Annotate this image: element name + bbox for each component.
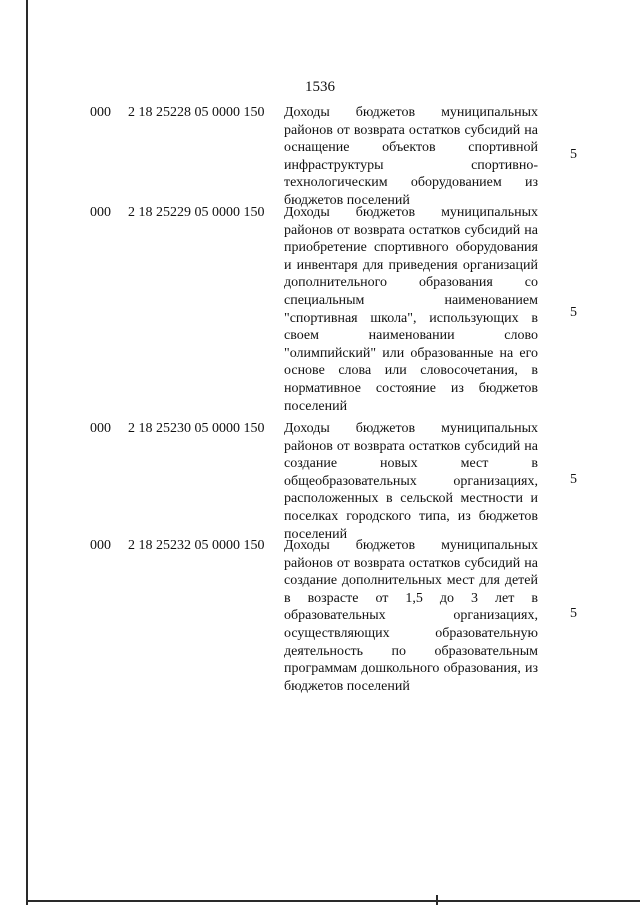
page-bottom-border [26, 900, 640, 902]
admin-code: 000 [90, 205, 111, 220]
income-description: Доходы бюджетов муниципальных районов от возврата остатков субсидий на создание дополнительных мест для детей в возрасте от 1,5 до 3 лет в образовательных организациях, осуществляющих образовательную деятельность по образовательным программам дошкольного образования, из бюджетов поселений [284, 538, 538, 694]
income-description: Доходы бюджетов муниципальных районов от возврата остатков субсидий на приобретение спортивного оборудования и инвентаря для приведения организаций дополнительного образования со специальным наименованием "спортивная школа", использующих в своем наименовании слово "олимпийский" или образованные на его основе слова или словосочетания, в нормативное состояние из бюджетов поселений [284, 205, 538, 414]
page-left-border [26, 0, 28, 905]
budget-classification-code: 2 18 25229 05 0000 150 [128, 205, 265, 220]
page-number: 1536 [305, 79, 335, 95]
admin-code: 000 [90, 105, 111, 120]
income-description: Доходы бюджетов муниципальных районов от возврата остатков субсидий на создание новых мест в общеобразовательных организациях, расположенных в сельской местности и поселках городского типа, из бюджетов поселений [284, 421, 538, 542]
budget-classification-code: 2 18 25228 05 0000 150 [128, 105, 265, 120]
allocation-norm: 5 [570, 305, 577, 320]
income-description: Доходы бюджетов муниципальных районов от возврата остатков субсидий на оснащение объектов спортивной инфраструктуры спортивно-технологическим оборудованием из бюджетов поселений [284, 105, 538, 208]
admin-code: 000 [90, 538, 111, 553]
allocation-norm: 5 [570, 472, 577, 487]
budget-classification-code: 2 18 25230 05 0000 150 [128, 421, 265, 436]
budget-classification-code: 2 18 25232 05 0000 150 [128, 538, 265, 553]
page-bottom-tick [436, 895, 438, 905]
allocation-norm: 5 [570, 606, 577, 621]
admin-code: 000 [90, 421, 111, 436]
allocation-norm: 5 [570, 147, 577, 162]
